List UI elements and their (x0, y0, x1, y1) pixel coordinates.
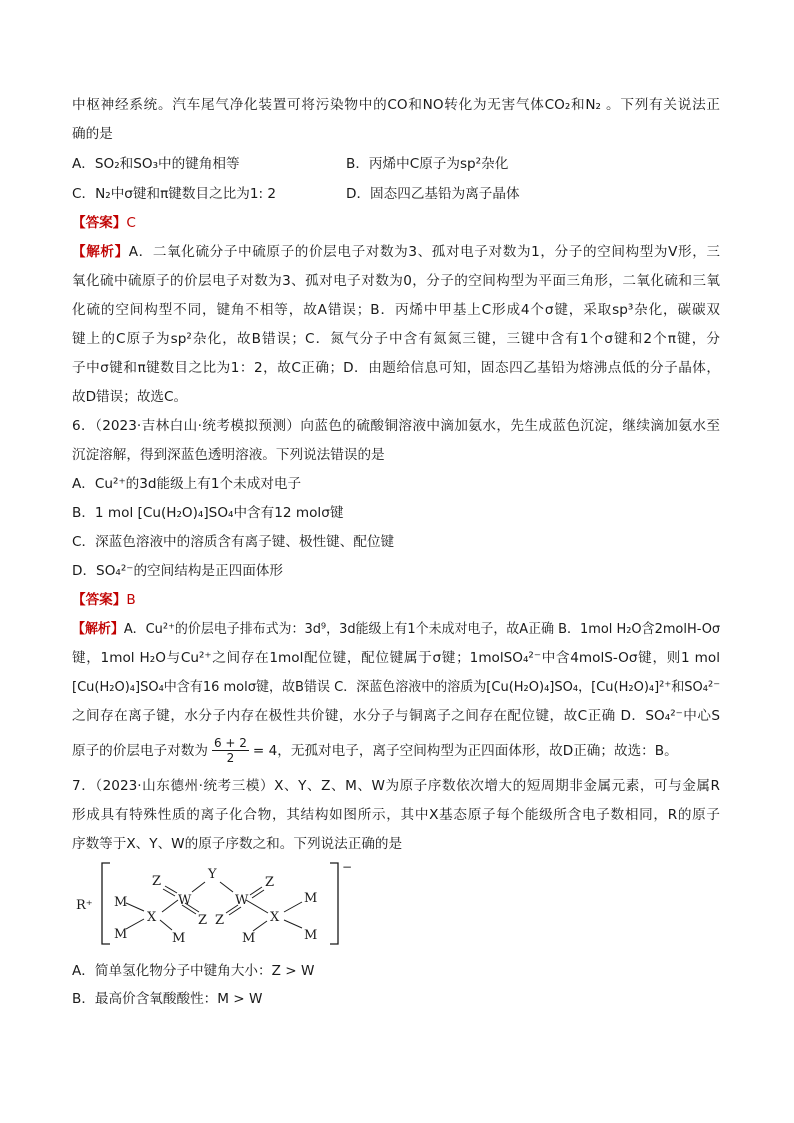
answer-value: C (126, 215, 136, 231)
q7-option-a: A．简单氢化物分子中键角大小：Z > W (72, 963, 315, 979)
left-bracket (102, 863, 110, 944)
q7-option-b: B．最高价含氧酸酸性：M > W (72, 991, 263, 1007)
q5-option-c: C．N₂中σ键和π键数目之比为1: 2 (72, 186, 277, 202)
atom-w: W (235, 893, 249, 908)
atom-z: Z (215, 913, 225, 928)
atom-y: Y (208, 867, 217, 882)
q5-analysis-line-6: 故D错误；故选C。 (72, 389, 188, 405)
atom-z: Z (265, 875, 275, 890)
q7-stem-line-3: 序数等于X、Y、W的原子序数之和。下列说法正确的是 (72, 836, 403, 852)
anion-charge: − (342, 860, 353, 874)
q5-analysis-line-3: 化硫的空间构型不同，键角不相等，故A错误；B．丙烯中甲基上C形成4个σ键，采取sp³杂化，碳碳双 (72, 302, 720, 318)
r-cation-label: R⁺ (76, 898, 93, 913)
atom-m: M (114, 895, 128, 910)
atom-m: M (172, 931, 186, 946)
q6-answer (72, 591, 136, 609)
q6-option-c: C．深蓝色溶液中的溶质含有离子键、极性键、配位键 (72, 534, 395, 550)
answer-label: 【答案】 (72, 215, 127, 231)
atom-m: M (304, 891, 318, 906)
atom-w: W (178, 893, 192, 908)
answer-value: B (126, 592, 136, 608)
q6-analysis-line-2: 键，1mol H₂O与Cu²⁺之间存在1mol配位键，配位键属于σ键；1molSO₄²⁻中含4molS-Oσ键，则1 mol (72, 650, 720, 666)
q5-stem-line-1: 中枢神经系统。汽车尾气净化装置可将污染物中的CO和NO转化为无害气体CO₂和N₂ 。下列有关说法正 (72, 97, 720, 113)
fraction-numerator: 6 + 2 (213, 736, 247, 750)
q5-option-b: B．丙烯中C原子为sp²杂化 (346, 156, 509, 172)
q5-stem-line-2: 确的是 (72, 126, 113, 142)
atom-m: M (304, 928, 318, 943)
q5-option-a: A．SO₂和SO₃中的键角相等 (72, 156, 240, 172)
right-bracket (330, 863, 338, 944)
q6-analysis-line-3: [Cu(H₂O)₄]SO₄中含有16 molσ键，故B错误 C．深蓝色溶液中的溶质为[Cu(H₂O)₄]SO₄，[Cu(H₂O)₄]²⁺和SO₄²⁻ (72, 679, 721, 695)
q6-stem-line-1: 6．（2023·吉林白山·统考模拟预测）向蓝色的硫酸铜溶液中滴加氨水，先生成蓝色沉淀，继续滴加氨水至 (72, 418, 720, 434)
q5-analysis-line-5: 子中σ键和π键数目之比为1：2，故C正确；D．由题给信息可知，固态四乙基铅为熔沸点低的分子晶体， (72, 360, 720, 376)
fraction (212, 736, 249, 765)
fraction-denominator: 2 (226, 751, 235, 765)
q6-option-a: A．Cu²⁺的3d能级上有1个未成对电子 (72, 476, 302, 492)
q6-analysis-line-1: 【解析】A．Cu²⁺的价层电子排布式为：3d⁹，3d能级上有1个未成对电子，故A正确 B．1mol H₂O含2molH-Oσ (72, 621, 721, 637)
atom-m: M (242, 931, 256, 946)
analysis-label: 【解析】 (72, 244, 129, 260)
q5-option-d: D．固态四乙基铅为离子晶体 (346, 186, 520, 202)
q6-stem-line-2: 沉淀溶解，得到深蓝色透明溶液。下列说法错误的是 (72, 447, 385, 463)
answer-label: 【答案】 (72, 592, 127, 608)
q5-answer (72, 214, 136, 232)
q5-analysis-line-1: 【解析】A．二氧化硫分子中硫原子的价层电子对数为3、孤对电子对数为1，分子的空间构型为V形，三 (72, 244, 720, 260)
atom-labels (76, 860, 352, 946)
q6-analysis-line-4: 之间存在离子键，水分子内存在极性共价键，水分子与铜离子之间存在配位键，故C正确 D．SO₄²⁻中心S (72, 708, 720, 724)
atom-z: Z (198, 913, 208, 928)
q5-analysis-line-4: 键上的C原子为sp²杂化，故B错误；C．氮气分子中含有氮氮三键，三键中含有1个σ键和2个π键，分 (72, 331, 720, 347)
atom-x: X (147, 910, 157, 925)
q6-analysis-line-5: 原子的价层电子对数为 $\frac{6 + 2}{2}$ = 4 ，无孤对电子，离子空间构型为正四面体形，故D正确；故选：B。 (72, 736, 678, 765)
ionic-structure-figure (72, 858, 372, 954)
q5-analysis-line-2: 氧化硫中硫原子的价层电子对数为3、孤对电子对数为0，分子的空间构型为平面三角形，二氧化硫和三氧 (72, 273, 720, 289)
q6-option-d: D．SO₄²⁻的空间结构是正四面体形 (72, 563, 283, 579)
q7-stem-line-2: 形成具有特殊性质的离子化合物，其结构如图所示，其中X基态原子每个能级所含电子数相同，R的原子 (72, 807, 720, 823)
atom-x: X (270, 910, 280, 925)
atom-m: M (114, 927, 128, 942)
q7-stem-line-1: 7．（2023·山东德州·统考三模）X、Y、Z、M、W为原子序数依次增大的短周期非金属元素，可与金属R (72, 778, 720, 794)
q6-option-b: B．1 mol [Cu(H₂O)₄]SO₄中含有12 molσ键 (72, 505, 344, 521)
atom-z: Z (152, 874, 162, 889)
analysis-label: 【解析】 (72, 621, 124, 637)
